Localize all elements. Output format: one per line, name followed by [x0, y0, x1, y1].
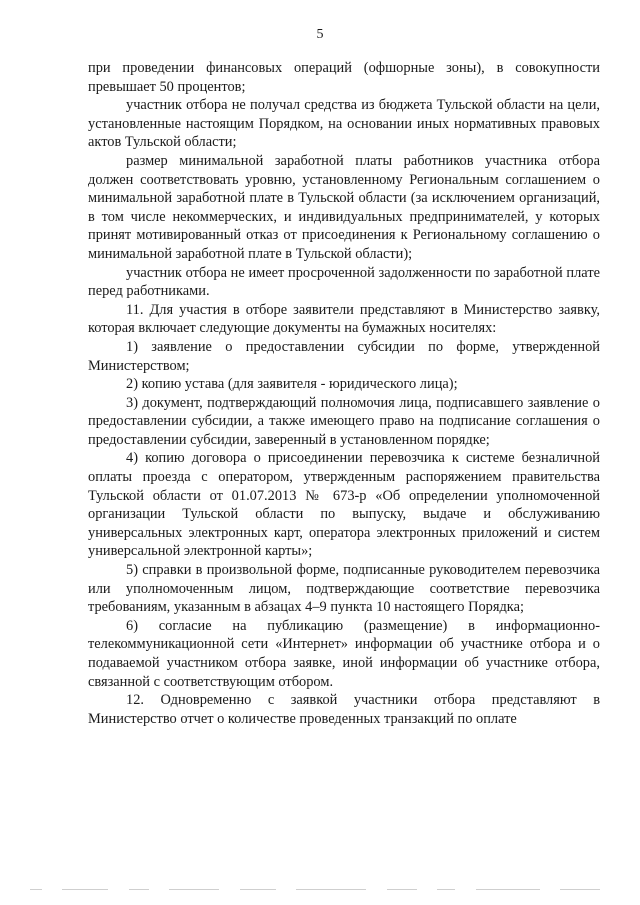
scan-footer-marks — [30, 887, 600, 891]
page-number: 5 — [316, 27, 324, 42]
paragraph-no-budget-funds: участник отбора не получал средства из бюджета Тульской области на цели, установленные настоящим Порядком, на основании иных нормативных правовых актов Тульской области; — [88, 97, 600, 151]
paragraph-11-application: 11. Для участия в отборе заявители представляют в Министерство заявку, которая включает следующие документы на бумажных носителях: — [88, 301, 600, 337]
paragraph-12-report: 12. Одновременно с заявкой участники отбора представляют в Министерство отчет о количестве проведенных транзакций по оплате — [88, 692, 600, 727]
paragraph-minimum-wage: размер минимальной заработной платы работников участника отбора должен соответствовать уровню, установленному Региональным соглашением о минимальной заработной плате в Тульской области (за исключением организаций, в том числе некоммерческих, и индивидуальных предпринимателей, у которых принят мотивированный отказ от присоединения к Региональному соглашению о минимальной заработной плате в Тульской области); — [88, 152, 600, 262]
list-item-4-contract-copy: 4) копию договора о присоединении перевозчика к системе безналичной оплаты проезда с оператором, утвержденным распоряжением правительства Тульской области от 01.07.2013 № 673-р «Об определении уполномоченной организации Тульской области по выпуску, выдаче и обслуживанию универсальных электронных карт, оператора электронных приложений и систем универсальной электронной карты»; — [88, 450, 600, 560]
list-item-6-publication-consent: 6) согласие на публикацию (размещение) в информационно-телекоммуникационной сети «Интернет» информации об участнике отбора и о подаваемой участником отбора заявке, иной информации об участнике отбора, связанной с соответствующим отбором. — [88, 617, 600, 690]
list-item-3-authority-document: 3) документ, подтверждающий полномочия лица, подписавшего заявление о предоставлении субсидии, а также имеющего право на подписание соглашения о предоставлении субсидии, заверенный в установленном порядке; — [88, 394, 600, 448]
document-body — [88, 59, 600, 728]
list-item-5-certificates: 5) справки в произвольной форме, подписанные руководителем перевозчика или уполномоченным лицом, подтверждающие соответствие перевозчика требованиям, указанным в абзацах 4–9 пункта 10 настоящего Порядка; — [88, 562, 600, 616]
paragraph-no-wage-arrears: участник отбора не имеет просроченной задолженности по заработной плате перед работниками. — [88, 264, 600, 300]
list-item-2-charter-copy: 2) копию устава (для заявителя - юридического лица); — [126, 376, 458, 393]
list-item-1-application-form: 1) заявление о предоставлении субсидии по форме, утвержденной Министерством; — [88, 338, 600, 374]
paragraph-offshore-continuation: при проведении финансовых операций (офшорные зоны), в совокупности превышает 50 процентов; — [88, 60, 600, 95]
